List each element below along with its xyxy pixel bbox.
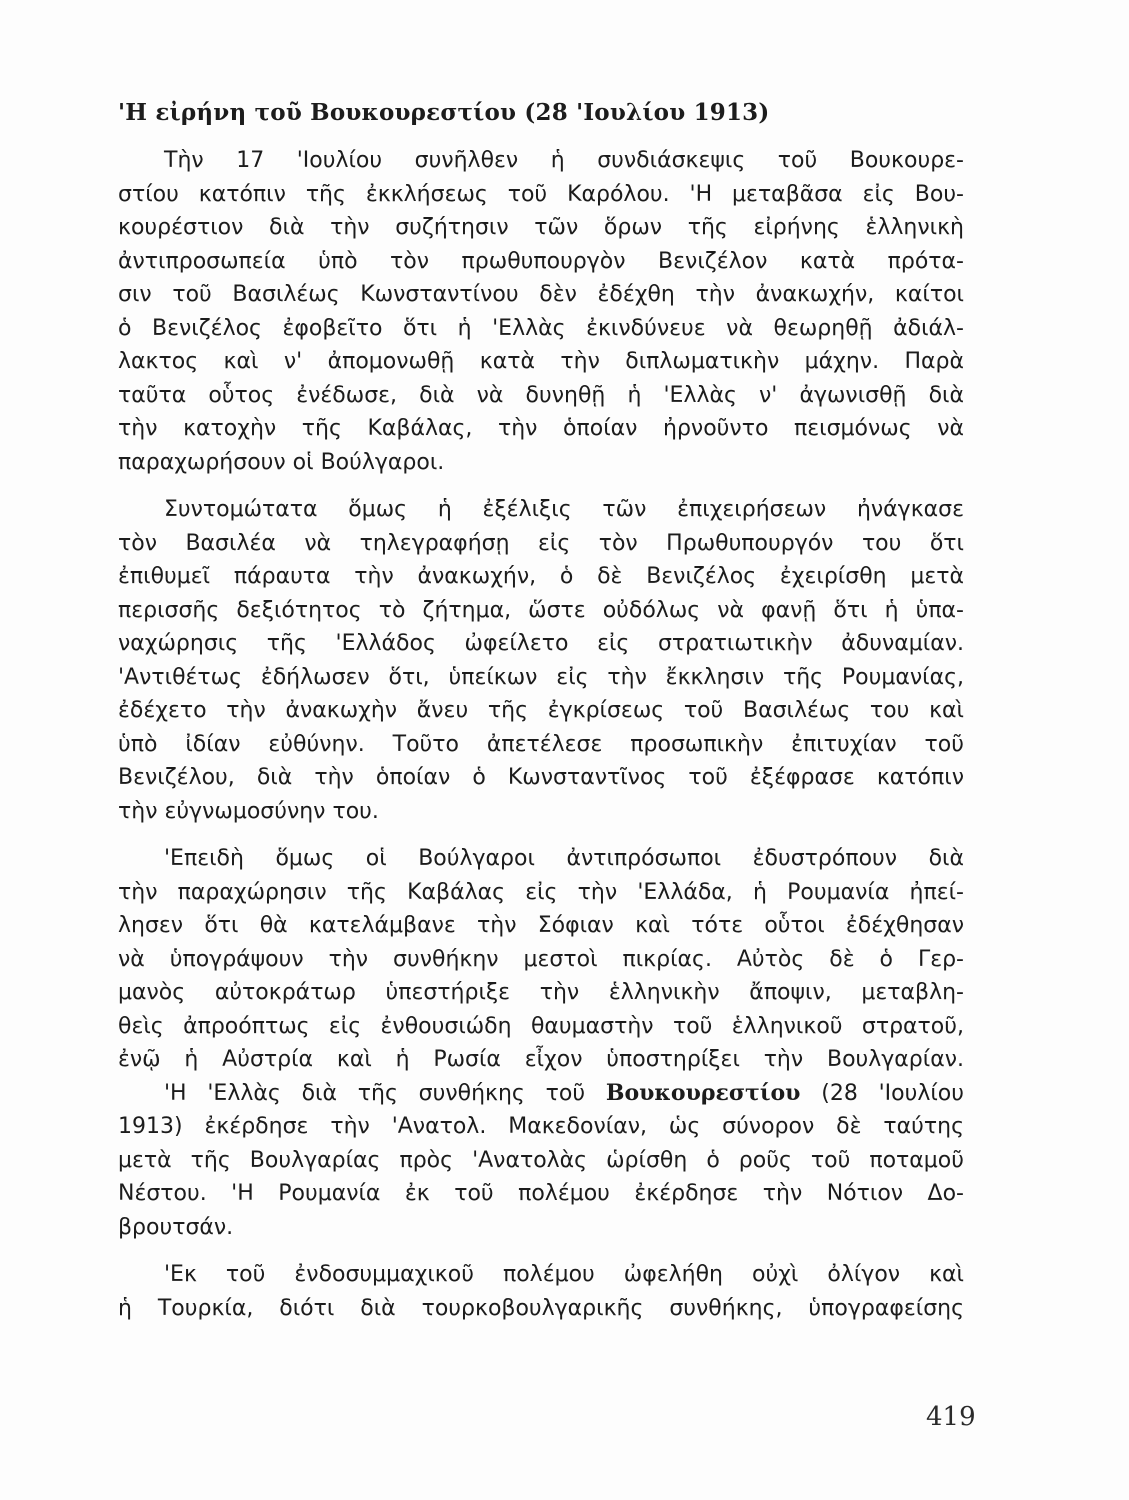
text-line: ταῦτα οὗτος ἐνέδωσε, διὰ νὰ δυνηθῇ ἡ 'Ελλὰς ν' ἀγωνισθῇ διὰ <box>118 382 964 408</box>
text-line: τὸν Βασιλέα νὰ τηλεγραφήσῃ εἰς τὸν Πρωθυπουργόν του ὅτι <box>118 530 964 556</box>
text-line: Τὴν 17 'Ιουλίου συνῆλθεν ἡ συνδιάσκεψις τοῦ Βουκουρε- <box>164 148 964 173</box>
text-line: ναχώρησις τῆς 'Ελλάδος ὠφείλετο εἰς στρατιωτικὴν ἀδυναμίαν. <box>118 631 964 656</box>
text-line: ἀντιπροσωπεία ὑπὸ τὸν πρωθυπουργὸν Βενιζέλον κατὰ πρότα- <box>118 248 964 274</box>
text-line: θεὶς ἀπροόπτως εἰς ἐνθουσιώδη θαυμαστὴν τοῦ ἑλληνικοῦ στρατοῦ, <box>118 1013 964 1039</box>
text-line: λακτος καὶ ν' ἀπομονωθῇ κατὰ τὴν διπλωματικὴν μάχην. Παρὰ <box>118 349 964 374</box>
text-line: ἐπιθυμεῖ πάραυτα τὴν ἀνακωχήν, ὁ δὲ Βενιζέλος ἐχειρίσθη μετὰ <box>118 564 964 589</box>
paragraph-2 <box>118 493 964 828</box>
text-line: ὑπὸ ἰδίαν εὐθύνην. Τοῦτο ἀπετέλεσε προσωπικὴν ἐπιτυχίαν τοῦ <box>118 731 964 757</box>
text-line: μετὰ τῆς Βουλγαρίας πρὸς 'Ανατολὰς ὡρίσθη ὁ ροῦς τοῦ ποταμοῦ <box>118 1147 964 1173</box>
paragraph-5 <box>118 1258 964 1325</box>
text-line: ὁ Βενιζέλος ἐφοβεῖτο ὅτι ἡ 'Ελλὰς ἐκινδύνευε νὰ θεωρηθῇ ἀδιάλ- <box>118 315 964 341</box>
text-line: περισσῆς δεξιότητος τὸ ζήτημα, ὥστε οὐδόλως νὰ φανῇ ὅτι ἡ ὑπα- <box>118 597 964 623</box>
text-line: μανὸς αὐτοκράτωρ ὑπεστήριξε τὴν ἑλληνικὴν ἄποψιν, μεταβλη- <box>118 980 964 1005</box>
text-line: στίου κατόπιν τῆς ἐκκλήσεως τοῦ Καρόλου. 'Η μεταβᾶσα εἰς Βου- <box>118 181 964 207</box>
text-line: τὴν παραχώρησιν τῆς Καβάλας εἰς τὴν 'Ελλάδα, ἡ Ρουμανία ἠπεί- <box>118 879 964 905</box>
section-heading: 'Η εἰρήνη τοῦ Βουκουρεστίου (28 'Ιουλίου 1913) <box>118 99 770 126</box>
text-line: Συντομώτατα ὅμως ἡ ἐξέλιξις τῶν ἐπιχειρήσεων ἠνάγκασε <box>164 497 964 522</box>
text-line: λησεν ὅτι θὰ κατελάμβανε τὴν Σόφιαν καὶ τότε οὗτοι ἐδέχθησαν <box>118 913 964 938</box>
text-line: Βενιζέλου, διὰ τὴν ὁποίαν ὁ Κωνσταντῖνος τοῦ ἐξέφρασε κατόπιν <box>118 765 964 790</box>
text-line <box>118 1077 964 1111</box>
text-line: 'Εκ τοῦ ἐνδοσυμμαχικοῦ πολέμου ὠφελήθη οὐχὶ ὀλίγον καὶ <box>164 1262 964 1287</box>
text-line: Νέστου. 'Η Ρουμανία ἐκ τοῦ πολέμου ἐκέρδησε τὴν Νότιον Δο- <box>118 1181 964 1206</box>
text-column <box>118 96 964 1339</box>
text-segment: 'Η 'Ελλὰς διὰ τῆς συνθήκης τοῦ <box>164 1080 606 1106</box>
text-line: 'Επειδὴ ὅμως οἱ Βούλγαροι ἀντιπρόσωποι ἐδυστρόπουν διὰ <box>164 846 964 871</box>
paragraph-4 <box>118 1077 964 1245</box>
text-segment: (28 'Ιουλίου <box>800 1080 964 1106</box>
page-number: 419 <box>926 1402 976 1432</box>
text-line: ἡ Τουρκία, διότι διὰ τουρκοβουλγαρικῆς συνθήκης, ὑπογραφείσης <box>118 1295 964 1321</box>
text-line: σιν τοῦ Βασιλέως Κωνσταντίνου δὲν ἐδέχθη τὴν ἀνακωχήν, καίτοι <box>118 282 964 307</box>
text-line: νὰ ὑπογράψουν τὴν συνθήκην μεστοὶ πικρίας. Αὐτὸς δὲ ὁ Γερ- <box>118 946 964 972</box>
text-line: κουρέστιον διὰ τὴν συζήτησιν τῶν ὅρων τῆς εἰρήνης ἑλληνικὴ <box>118 215 964 240</box>
bold-term: Βουκουρεστίου <box>605 1079 801 1106</box>
paragraph-1 <box>118 144 964 479</box>
text-line: παραχωρήσουν οἱ Βούλγαροι. <box>118 449 445 475</box>
text-line: 1913) ἐκέρδησε τὴν 'Ανατολ. Μακεδονίαν, ὡς σύνορον δὲ ταύτης <box>118 1114 964 1139</box>
text-line: βρουτσάν. <box>118 1214 234 1240</box>
text-line: τὴν κατοχὴν τῆς Καβάλας, τὴν ὁποίαν ἠρνοῦντο πεισμόνως νὰ <box>118 416 964 441</box>
text-line: ἐνῷ ἡ Αὐστρία καὶ ἡ Ρωσία εἶχον ὑποστηρίξει τὴν Βουλγαρίαν. <box>118 1047 964 1072</box>
paragraph-3 <box>118 842 964 1077</box>
text-line: 'Αντιθέτως ἐδήλωσεν ὅτι, ὑπείκων εἰς τὴν ἔκκλησιν τῆς Ρουμανίας, <box>118 664 964 690</box>
text-line: τὴν εὐγνωμοσύνην του. <box>118 798 379 824</box>
text-line: ἐδέχετο τὴν ἀνακωχὴν ἄνευ τῆς ἐγκρίσεως τοῦ Βασιλέως του καὶ <box>118 698 964 723</box>
